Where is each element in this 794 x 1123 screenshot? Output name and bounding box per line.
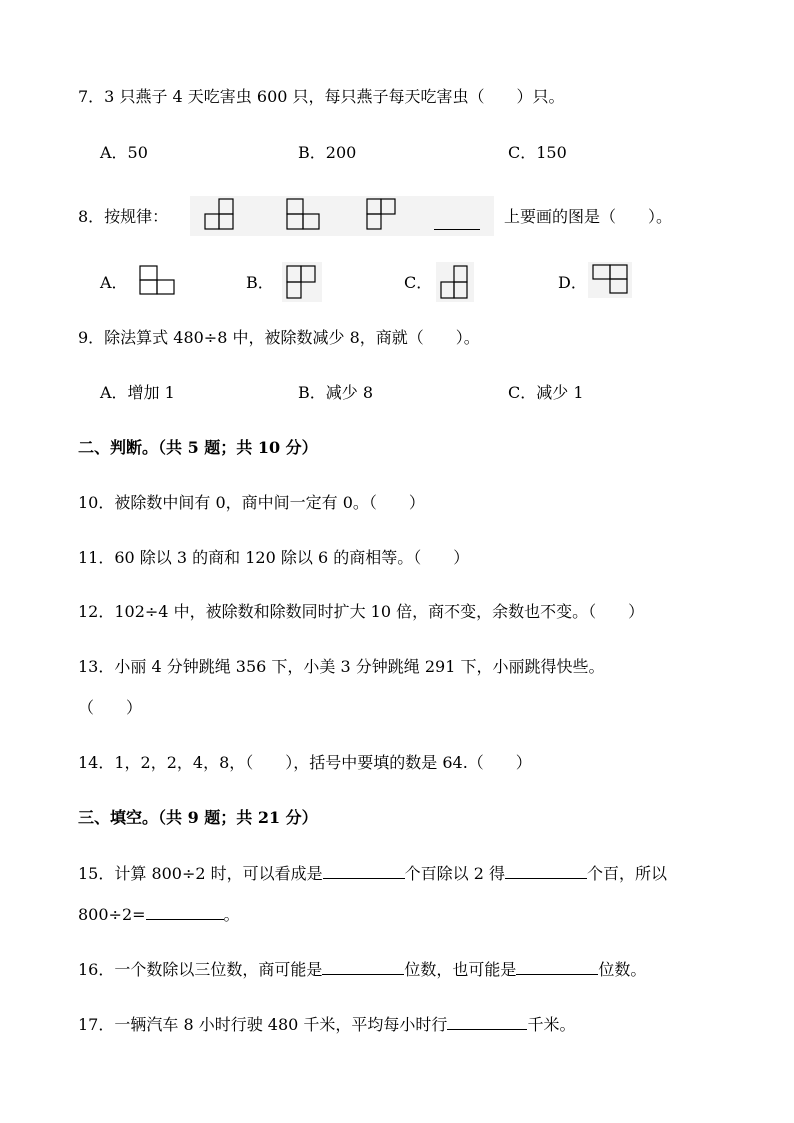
q8-option-c[interactable]: C．	[404, 273, 433, 292]
q16-text-2: 位数，也可能是	[404, 960, 517, 979]
q7-option-a[interactable]: A．50	[100, 143, 148, 162]
q16-text-3: 位数。	[598, 960, 647, 979]
q15-text-2: 个百除以 2 得	[404, 864, 506, 883]
pattern-figure-1	[204, 198, 236, 232]
question-15-line-2	[78, 903, 240, 926]
pattern-sequence	[190, 196, 494, 236]
q17-blank-1[interactable]	[447, 1013, 527, 1030]
q7-option-b[interactable]: B．200	[298, 143, 357, 162]
q15-text-4: 800÷2=	[78, 905, 146, 924]
q9-option-a[interactable]: A．增加 1	[100, 383, 175, 402]
q15-text-1: 15．计算 800÷2 时，可以看成是	[78, 864, 323, 883]
q8-option-b[interactable]: B．	[246, 273, 274, 292]
question-13-answer[interactable]: （ ）	[78, 698, 143, 717]
question-17	[78, 1013, 575, 1036]
question-14: 14．1，2，2，4，8，（ ），括号中要填的数是 64.（ ）	[78, 753, 532, 772]
q8-option-a-figure[interactable]	[138, 264, 178, 298]
q8-option-a[interactable]: A．	[100, 273, 128, 292]
pattern-blank[interactable]	[434, 229, 480, 230]
q9-option-c[interactable]: C．减少 1	[508, 383, 584, 402]
q15-blank-2[interactable]	[505, 862, 587, 879]
q17-text-2: 千米。	[527, 1015, 576, 1034]
question-15	[78, 862, 667, 885]
q8-suffix: 上要画的图是（ ）。	[504, 207, 673, 226]
question-10: 10．被除数中间有 0，商中间一定有 0。（ ）	[78, 493, 425, 512]
question-16	[78, 958, 646, 981]
pattern-figure-2	[286, 198, 322, 232]
q8-option-c-figure[interactable]	[436, 262, 474, 302]
question-12: 12．102÷4 中，被除数和除数同时扩大 10 倍，商不变，余数也不变。（ ）	[78, 602, 645, 621]
q16-blank-2[interactable]	[516, 958, 598, 975]
q7-option-c[interactable]: C．150	[508, 143, 567, 162]
section-3-title: 三、填空。（共 9 题；共 21 分）	[78, 808, 318, 827]
q8-option-d-figure[interactable]	[588, 262, 632, 298]
question-11: 11．60 除以 3 的商和 120 除以 6 的商相等。（ ）	[78, 548, 470, 567]
q17-text-1: 17．一辆汽车 8 小时行驶 480 千米，平均每小时行	[78, 1015, 448, 1034]
q15-text-5: 。	[223, 905, 240, 924]
q16-blank-1[interactable]	[322, 958, 404, 975]
q15-blank-1[interactable]	[323, 862, 405, 879]
q8-prefix: 8．按规律：	[78, 207, 169, 226]
q9-option-b[interactable]: B．减少 8	[298, 383, 374, 402]
q8-option-b-figure[interactable]	[282, 262, 322, 302]
pattern-figure-3	[366, 198, 398, 232]
q16-text-1: 16．一个数除以三位数，商可能是	[78, 960, 323, 979]
question-9: 9．除法算式 480÷8 中，被除数减少 8，商就（ ）。	[78, 328, 480, 347]
question-13: 13．小丽 4 分钟跳绳 356 下，小美 3 分钟跳绳 291 下，小丽跳得快些。	[78, 657, 605, 676]
section-2-title: 二、判断。（共 5 题；共 10 分）	[78, 438, 318, 457]
q15-text-3: 个百，所以	[587, 864, 668, 883]
question-7: 7．3 只燕子 4 天吃害虫 600 只，每只燕子每天吃害虫（ ）只。	[78, 87, 565, 106]
q15-blank-3[interactable]	[146, 903, 224, 920]
q8-option-d[interactable]: D．	[558, 273, 587, 292]
